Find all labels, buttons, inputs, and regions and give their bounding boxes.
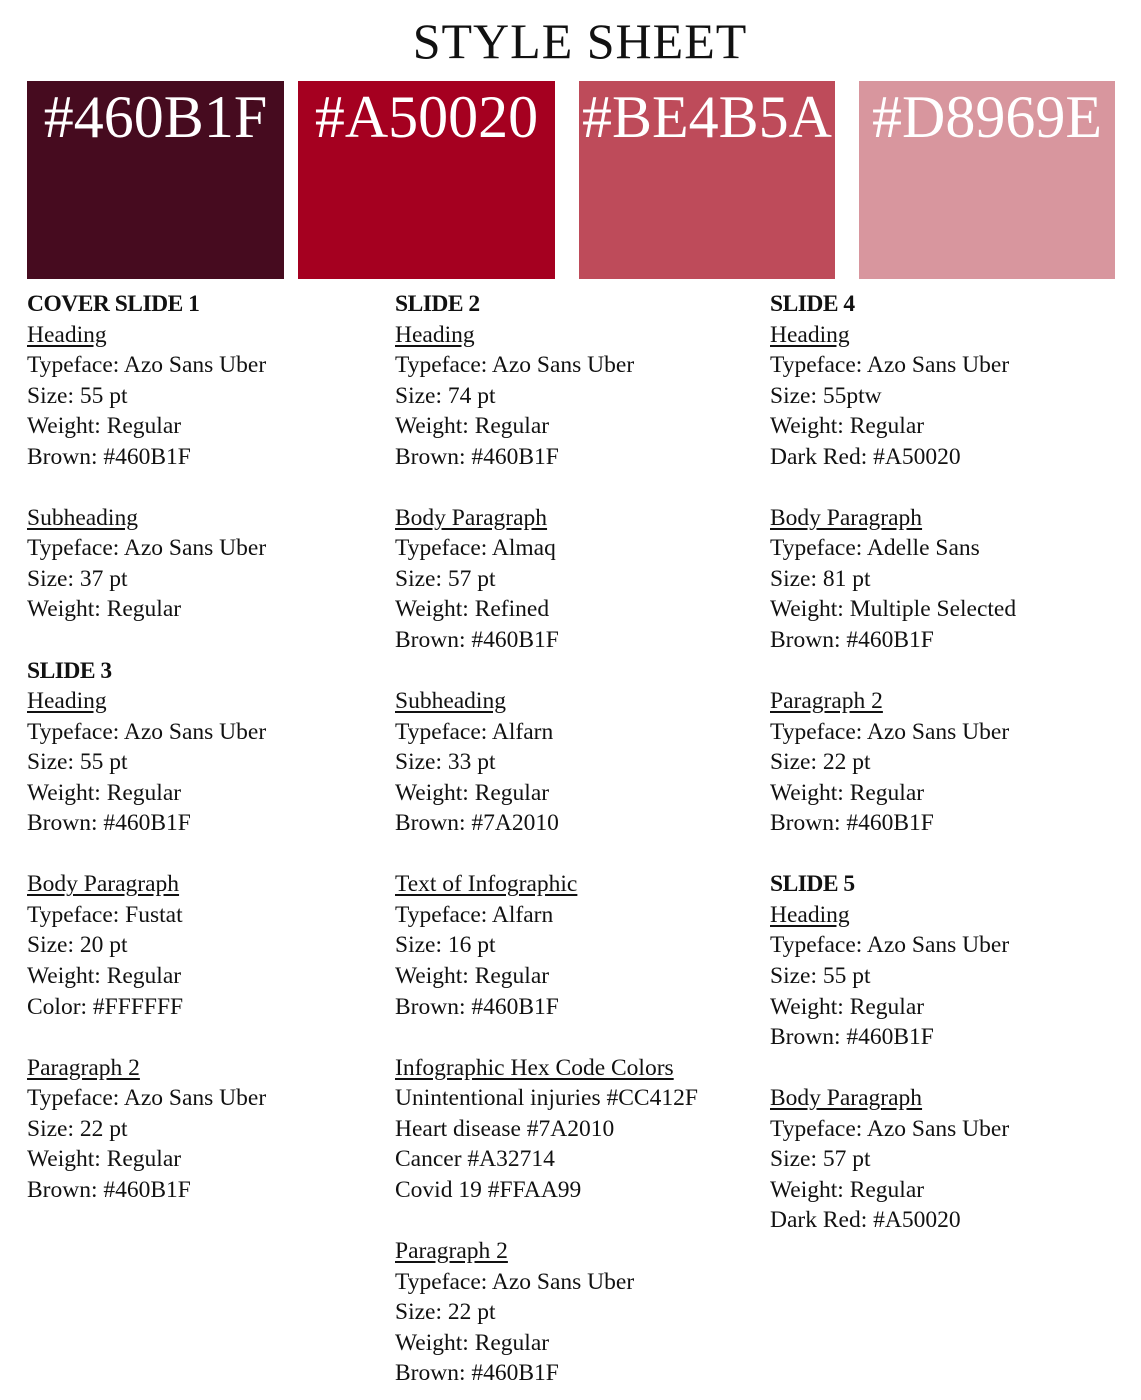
- color-swatch-rose: [579, 81, 835, 279]
- page-title: STYLE SHEET: [412, 13, 748, 69]
- subsection-heading-text: Subheading: [27, 504, 138, 531]
- subsection-heading: [395, 869, 755, 900]
- swatch-label: #A50020: [314, 84, 539, 150]
- spacer: [770, 472, 1130, 503]
- color-swatch-dark-red: [298, 81, 555, 279]
- style-column-right: [770, 289, 1130, 1236]
- spec-line: Weight: Regular: [395, 1329, 550, 1356]
- subsection-heading-text: Heading: [27, 321, 107, 348]
- spacer: [770, 839, 1130, 870]
- subsection-heading: [770, 503, 1130, 534]
- subsection-heading: [395, 686, 755, 717]
- spec-line: Typeface: Azo Sans Uber: [27, 535, 267, 562]
- spec-line: Size: 74 pt: [395, 382, 496, 409]
- spec-line: Size: 37 pt: [27, 565, 128, 592]
- spec-line: Size: 55 pt: [27, 749, 128, 776]
- subsection-heading-text: Body Paragraph: [770, 504, 923, 531]
- spacer: [27, 839, 372, 870]
- spec-line: Weight: Regular: [395, 413, 550, 440]
- spec-line: Typeface: Alfarn: [395, 901, 554, 928]
- spec-line: Brown: #460B1F: [770, 1024, 934, 1051]
- spacer: [27, 472, 372, 503]
- spec-line: Weight: Refined: [395, 596, 550, 623]
- spec-line: Typeface: Fustat: [27, 901, 183, 928]
- spec-line: Size: 16 pt: [395, 932, 496, 959]
- spec-line: Weight: Regular: [27, 963, 182, 990]
- spec-line: Weight: Regular: [27, 413, 182, 440]
- spec-line: Dark Red: #A50020: [770, 443, 961, 470]
- spec-line: Brown: #460B1F: [395, 627, 559, 654]
- spec-line: Weight: Regular: [27, 779, 182, 806]
- spec-line: Heart disease #7A2010: [395, 1115, 615, 1142]
- swatch-label: #BE4B5A: [581, 84, 833, 150]
- spacer: [770, 1053, 1130, 1084]
- spec-line: Brown: #460B1F: [770, 627, 934, 654]
- spec-line: Brown: #460B1F: [27, 1176, 191, 1203]
- section-heading: SLIDE 3: [27, 657, 112, 684]
- spec-line: Typeface: Azo Sans Uber: [770, 1115, 1010, 1142]
- spacer: [395, 839, 755, 870]
- spec-line: Typeface: Azo Sans Uber: [770, 352, 1010, 379]
- spec-line: Typeface: Azo Sans Uber: [27, 1085, 267, 1112]
- spec-line: Weight: Regular: [27, 1146, 182, 1173]
- style-column-left: [27, 289, 372, 1205]
- spacer: [395, 1205, 755, 1236]
- spacer: [395, 1022, 755, 1053]
- style-column-middle: [395, 289, 755, 1389]
- subsection-heading-text: Paragraph 2: [27, 1054, 140, 1081]
- spec-line: Size: 81 pt: [770, 565, 871, 592]
- spec-line: Typeface: Azo Sans Uber: [27, 718, 267, 745]
- color-swatch-pink: [859, 81, 1115, 279]
- subsection-heading-text: Paragraph 2: [770, 688, 883, 715]
- color-swatch-brown: [27, 81, 284, 279]
- section-heading: SLIDE 5: [770, 871, 855, 898]
- subsection-heading: [770, 320, 1130, 351]
- subsection-heading: [27, 1053, 372, 1084]
- spec-line: Size: 55ptw: [770, 382, 882, 409]
- spec-line: Typeface: Azo Sans Uber: [27, 352, 267, 379]
- spec-line: Brown: #460B1F: [27, 810, 191, 837]
- subsection-heading-text: Infographic Hex Code Colors: [395, 1054, 674, 1081]
- subsection-heading-text: Body Paragraph: [27, 871, 180, 898]
- spec-line: Weight: Regular: [395, 779, 550, 806]
- spec-line: Typeface: Alfarn: [395, 718, 554, 745]
- spec-line: Typeface: Azo Sans Uber: [395, 1268, 635, 1295]
- subsection-heading: [395, 320, 755, 351]
- spacer: [27, 1022, 372, 1053]
- subsection-heading-text: Heading: [770, 901, 850, 928]
- spec-line: Size: 22 pt: [27, 1115, 128, 1142]
- spec-line: Size: 33 pt: [395, 749, 496, 776]
- spec-line: Brown: #7A2010: [395, 810, 559, 837]
- subsection-heading: [770, 900, 1130, 931]
- subsection-heading: [27, 686, 372, 717]
- spec-line: Size: 57 pt: [395, 565, 496, 592]
- spec-line: Size: 55 pt: [27, 382, 128, 409]
- section-heading: SLIDE 4: [770, 291, 855, 317]
- spec-line: Size: 22 pt: [770, 749, 871, 776]
- spec-line: Typeface: Azo Sans Uber: [395, 352, 635, 379]
- spec-line: Brown: #460B1F: [27, 443, 191, 470]
- spacer: [27, 625, 372, 656]
- spec-line: Color: #FFFFFF: [27, 993, 184, 1020]
- swatch-label: #D8969E: [872, 84, 1102, 150]
- subsection-heading: [395, 503, 755, 534]
- spec-line: Size: 20 pt: [27, 932, 128, 959]
- spacer: [770, 656, 1130, 687]
- spec-line: Weight: Regular: [770, 779, 925, 806]
- section-heading: SLIDE 2: [395, 291, 480, 317]
- subsection-heading: [770, 1083, 1130, 1114]
- spacer: [395, 472, 755, 503]
- spec-line: Weight: Regular: [770, 993, 925, 1020]
- spec-line: Dark Red: #A50020: [770, 1207, 961, 1234]
- subsection-heading-text: Heading: [395, 321, 475, 348]
- spec-line: Typeface: Azo Sans Uber: [770, 718, 1010, 745]
- subsection-heading: [27, 503, 372, 534]
- spec-line: Size: 22 pt: [395, 1299, 496, 1326]
- subsection-heading: [27, 869, 372, 900]
- subsection-heading-text: Body Paragraph: [770, 1085, 923, 1112]
- section-heading: COVER SLIDE 1: [27, 291, 200, 317]
- subsection-heading-text: Subheading: [395, 688, 506, 715]
- spec-line: Brown: #460B1F: [395, 993, 559, 1020]
- spec-line: Weight: Regular: [770, 1176, 925, 1203]
- subsection-heading: [770, 686, 1130, 717]
- subsection-heading: [395, 1236, 755, 1267]
- subsection-heading-text: Heading: [770, 321, 850, 348]
- spec-line: Weight: Regular: [770, 413, 925, 440]
- spec-line: Brown: #460B1F: [770, 810, 934, 837]
- spec-line: Size: 55 pt: [770, 963, 871, 990]
- spec-line: Size: 57 pt: [770, 1146, 871, 1173]
- subsection-heading: [395, 1053, 755, 1084]
- spec-line: Weight: Multiple Selected: [770, 596, 1017, 623]
- spec-line: Typeface: Azo Sans Uber: [770, 932, 1010, 959]
- spec-line: Weight: Regular: [395, 963, 550, 990]
- subsection-heading-text: Paragraph 2: [395, 1237, 508, 1264]
- spacer: [395, 656, 755, 687]
- subsection-heading-text: Text of Infographic: [395, 871, 578, 898]
- spec-line: Typeface: Adelle Sans: [770, 535, 980, 562]
- spec-line: Unintentional injuries #CC412F: [395, 1085, 698, 1112]
- spec-line: Typeface: Almaq: [395, 535, 556, 562]
- subsection-heading: [27, 320, 372, 351]
- spec-line: Cancer #A32714: [395, 1146, 555, 1173]
- spec-line: Brown: #460B1F: [395, 1360, 559, 1387]
- spec-line: Weight: Regular: [27, 596, 182, 623]
- swatch-label: #460B1F: [43, 84, 268, 150]
- spec-line: Covid 19 #FFAA99: [395, 1176, 582, 1203]
- subsection-heading-text: Body Paragraph: [395, 504, 548, 531]
- subsection-heading-text: Heading: [27, 688, 107, 715]
- spec-line: Brown: #460B1F: [395, 443, 559, 470]
